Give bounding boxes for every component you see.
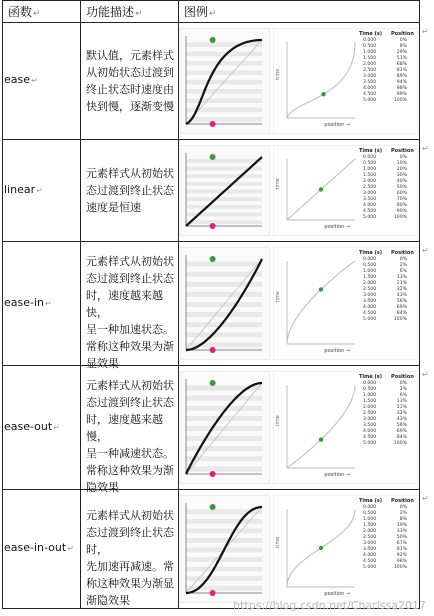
description-line: 态过渡到终止状态 — [86, 271, 174, 285]
col-position-header: Position — [391, 148, 414, 154]
position-value: 50% — [396, 535, 407, 540]
position-value: 51% — [396, 56, 407, 61]
function-name-text: ease-in-out — [4, 541, 67, 554]
time-value: 3.000 — [363, 74, 377, 79]
description-line: 态过渡到终止状态时， — [86, 525, 174, 556]
description-line: 呈一种加速状态。 — [86, 322, 174, 336]
position-value: 90% — [396, 209, 407, 214]
time-value: 0.000 — [363, 257, 377, 262]
time-value: 1.000 — [363, 393, 377, 398]
function-name — [4, 420, 76, 433]
col-time-header: Time (s) — [359, 498, 383, 504]
time-value: 4.000 — [363, 86, 377, 91]
grid-stripe — [186, 98, 262, 103]
table-border-top — [2, 0, 420, 1]
position-value: 89% — [396, 74, 407, 79]
time-value: 1.500 — [363, 173, 377, 178]
position-value: 13% — [396, 399, 407, 404]
col-time-header: Time (s) — [359, 374, 383, 380]
description-line: 终止状态时速度由 — [86, 83, 174, 96]
time-value: 4.500 — [363, 559, 377, 564]
position-value: 20% — [396, 167, 407, 172]
bezier-curve-panel — [180, 145, 270, 236]
time-value: 1.000 — [363, 50, 377, 55]
row-divider — [2, 241, 420, 242]
time-value: 3.500 — [363, 197, 377, 202]
time-value: 3.000 — [363, 191, 377, 196]
position-value: 6% — [399, 269, 407, 274]
position-value: 10% — [396, 161, 407, 166]
position-value: 33% — [396, 529, 407, 534]
time-value: 3.000 — [363, 293, 377, 298]
time-position-graph — [273, 145, 418, 236]
grid-stripe — [186, 70, 262, 75]
position-value: 56% — [396, 299, 407, 304]
time-value: 2.000 — [363, 405, 377, 410]
time-value: 3.500 — [363, 423, 377, 428]
time-value: 1.000 — [363, 269, 377, 274]
position-value: 69% — [396, 429, 407, 434]
grid-stripe — [186, 416, 262, 421]
time-value: 4.000 — [363, 429, 377, 434]
time-value: 3.500 — [363, 547, 377, 552]
col-time-header: Time (s) — [359, 148, 383, 154]
control-point-start — [210, 590, 216, 596]
row-end-mark: ↵ — [422, 246, 429, 255]
function-name — [4, 541, 76, 554]
position-value: 100% — [393, 317, 407, 322]
position-value: 0% — [399, 381, 407, 386]
current-position-dot — [319, 546, 323, 550]
time-value: 2.000 — [363, 529, 377, 534]
time-value: 4.000 — [363, 305, 377, 310]
time-value: 5.000 — [363, 441, 377, 446]
time-position-graph — [273, 371, 418, 484]
grid-stripe — [186, 220, 262, 224]
position-value: 84% — [396, 311, 407, 316]
table-header-line — [2, 22, 420, 23]
description-line: 先加速再减速。常 — [86, 559, 174, 573]
time-value: 5.000 — [363, 565, 377, 570]
axis-time-label: time — [275, 178, 281, 190]
grid-stripe — [186, 436, 262, 441]
function-name-text: ease-out — [4, 419, 53, 433]
time-value: 2.500 — [363, 68, 377, 73]
description-line: 渐隐效果 — [86, 593, 130, 607]
bezier-curve-panel — [180, 28, 270, 134]
grid-stripe — [186, 182, 262, 186]
position-value: 21% — [396, 281, 407, 286]
grid-stripe — [186, 262, 262, 267]
return-mark: ↵ — [31, 76, 38, 85]
col-time-header: Time (s) — [359, 31, 383, 37]
time-value: 0.500 — [363, 387, 377, 392]
position-value: 69% — [396, 305, 407, 310]
time-value: 1.500 — [363, 523, 377, 528]
time-value: 2.500 — [363, 411, 377, 416]
current-position-dot — [321, 92, 325, 96]
table-border-right — [419, 0, 420, 609]
header-description: 功能描述↵ — [86, 5, 143, 19]
time-value: 0.500 — [363, 161, 377, 166]
description-line: 常称这种效果为渐 — [86, 339, 174, 353]
description-line: 呈一种减速状态。 — [86, 446, 174, 460]
time-value: 5.000 — [363, 215, 377, 220]
row-end-mark: ↵ — [422, 144, 429, 153]
grid-stripe — [186, 567, 262, 572]
control-point-start — [210, 223, 216, 229]
control-point-end — [210, 154, 216, 160]
position-value: 60% — [396, 191, 407, 196]
time-value: 4.500 — [363, 311, 377, 316]
current-position-dot — [319, 437, 323, 441]
header-illustration: 图例↵ — [184, 5, 217, 19]
position-value: 81% — [396, 68, 407, 73]
grid-stripe — [186, 174, 262, 178]
function-description — [86, 507, 174, 609]
position-value: 100% — [393, 565, 407, 570]
function-name-text: ease — [4, 73, 31, 86]
time-value: 0.500 — [363, 511, 377, 516]
time-value: 3.500 — [363, 299, 377, 304]
time-value: 1.000 — [363, 167, 377, 172]
position-value: 50% — [396, 185, 407, 190]
position-value: 81% — [396, 547, 407, 552]
time-position-graph — [273, 247, 418, 360]
watermark: https://blog.csdn.net/Charissa2017 — [233, 599, 426, 612]
col-position-header: Position — [391, 31, 414, 37]
position-value: 32% — [396, 287, 407, 292]
position-value: 80% — [396, 203, 407, 208]
position-value: 32% — [396, 411, 407, 416]
control-point-start — [210, 121, 216, 127]
position-value: 98% — [396, 86, 407, 91]
grid-stripe — [186, 61, 262, 66]
axis-position-label: position → — [324, 591, 350, 597]
position-value: 92% — [396, 553, 407, 558]
function-name — [4, 73, 76, 86]
axis-position-label: position → — [324, 348, 350, 354]
current-position-dot — [319, 287, 323, 291]
position-value: 8% — [399, 44, 407, 49]
description-line: 速度是恒速 — [86, 201, 141, 214]
description-line: 时，速度越来越慢， — [86, 412, 163, 443]
grid-stripe — [186, 538, 262, 543]
row-divider — [2, 365, 420, 366]
bezier-curve-panel — [180, 495, 270, 603]
position-value: 68% — [396, 62, 407, 67]
time-value: 1.500 — [363, 56, 377, 61]
time-value: 4.000 — [363, 553, 377, 558]
description-line: 常称这种效果为渐 — [86, 463, 174, 477]
row-divider — [2, 139, 420, 140]
description-line: 态过渡到终止状态 — [86, 395, 174, 409]
position-value: 100% — [393, 98, 407, 103]
position-value: 19% — [396, 523, 407, 528]
function-name — [4, 296, 76, 309]
description-line: 显效果 — [86, 356, 119, 370]
time-value: 0.000 — [363, 381, 377, 386]
function-description — [86, 253, 174, 372]
col-divider — [178, 0, 179, 609]
col-divider — [80, 0, 81, 609]
grid-stripe — [186, 292, 262, 297]
axis-position-label: position → — [324, 224, 350, 230]
control-point-end — [210, 256, 216, 262]
row-end-mark: ↵ — [422, 370, 429, 379]
position-value: 2% — [399, 263, 407, 268]
time-value: 5.000 — [363, 317, 377, 322]
time-value: 3.000 — [363, 417, 377, 422]
position-value: 29% — [396, 50, 407, 55]
function-name — [4, 183, 76, 196]
position-value: 98% — [396, 559, 407, 564]
grid-stripe — [186, 89, 262, 94]
time-value: 0.000 — [363, 505, 377, 510]
position-value: 100% — [393, 441, 407, 446]
time-value: 0.500 — [363, 263, 377, 268]
row-end-mark: ↵ — [422, 494, 429, 503]
time-value: 4.500 — [363, 92, 377, 97]
time-value: 4.000 — [363, 203, 377, 208]
description-line: 时，速度越来越快， — [86, 288, 163, 319]
easing-illustration — [180, 495, 418, 603]
axis-position-label: position → — [324, 122, 350, 128]
time-value: 0.000 — [363, 38, 377, 43]
description-line: 元素样式从初始状 — [86, 167, 174, 180]
row-divider — [2, 489, 420, 490]
axis-time-label: time — [275, 415, 281, 427]
axis-time-label: time — [275, 68, 281, 80]
return-mark: ↵ — [53, 422, 60, 432]
position-value: 43% — [396, 417, 407, 422]
axis-time-label: time — [275, 536, 281, 548]
function-name-text: linear — [4, 182, 36, 196]
position-value: 43% — [396, 293, 407, 298]
table-border-left — [2, 0, 3, 609]
easing-illustration — [180, 28, 418, 134]
description-line: 元素样式从初始状 — [86, 378, 174, 392]
time-position-graph — [273, 495, 418, 603]
easing-illustration — [180, 371, 418, 484]
position-value: 0% — [399, 155, 407, 160]
bezier-curve-panel — [180, 247, 270, 360]
time-value: 3.500 — [363, 80, 377, 85]
grid-stripe — [186, 312, 262, 317]
control-point-start — [210, 471, 216, 477]
time-value: 4.500 — [363, 209, 377, 214]
grid-stripe — [186, 529, 262, 534]
time-value: 2.500 — [363, 287, 377, 292]
grid-stripe — [186, 197, 262, 201]
control-point-end — [210, 504, 216, 510]
time-value: 2.500 — [363, 535, 377, 540]
function-description — [86, 47, 174, 115]
current-position-dot — [319, 187, 323, 191]
position-value: 2% — [399, 387, 407, 392]
col-position-header: Position — [391, 374, 414, 380]
easing-illustration — [180, 145, 418, 236]
position-value: 99% — [396, 92, 407, 97]
function-description — [86, 377, 174, 496]
time-value: 2.000 — [363, 281, 377, 286]
description-line: 元素样式从初始状 — [86, 254, 174, 268]
position-value: 100% — [393, 215, 407, 220]
axis-time-label: time — [275, 291, 281, 303]
position-value: 0% — [399, 257, 407, 262]
row-end-mark: ↵ — [422, 27, 429, 36]
description-line: 从初始状态过渡到 — [86, 66, 174, 79]
position-value: 70% — [396, 197, 407, 202]
time-position-graph — [273, 28, 418, 134]
time-value: 1.000 — [363, 517, 377, 522]
position-value: 30% — [396, 173, 407, 178]
position-value: 13% — [396, 275, 407, 280]
time-value: 1.500 — [363, 275, 377, 280]
header-function: 函数↵ — [8, 5, 41, 19]
time-value: 2.500 — [363, 185, 377, 190]
description-line: 称这种效果为渐显 — [86, 576, 174, 590]
control-point-end — [210, 380, 216, 386]
position-value: 40% — [396, 179, 407, 184]
position-value: 6% — [399, 393, 407, 398]
return-mark: ↵ — [67, 544, 74, 553]
description-line: 默认值，元素样式 — [86, 49, 174, 62]
bezier-curve-panel — [180, 371, 270, 484]
position-value: 2% — [399, 511, 407, 516]
description-line: 元素样式从初始状 — [86, 508, 174, 522]
time-value: 5.000 — [363, 98, 377, 103]
description-line: 快到慢，逐渐变慢 — [86, 100, 174, 113]
time-value: 0.000 — [363, 155, 377, 160]
return-mark: ↵ — [36, 185, 43, 195]
grid-stripe — [186, 205, 262, 209]
grid-stripe — [186, 557, 262, 562]
position-value: 21% — [396, 405, 407, 410]
grid-stripe — [186, 466, 262, 471]
description-line: 隐效果 — [86, 480, 119, 494]
position-value: 0% — [399, 505, 407, 510]
easing-illustration — [180, 247, 418, 360]
axis-position-label: position → — [324, 472, 350, 478]
time-value: 3.000 — [363, 541, 377, 546]
grid-stripe — [186, 117, 262, 122]
control-point-start — [210, 347, 216, 353]
time-value: 2.000 — [363, 62, 377, 67]
position-value: 56% — [396, 423, 407, 428]
function-description — [86, 165, 174, 216]
position-value: 67% — [396, 541, 407, 546]
position-value: 0% — [399, 38, 407, 43]
position-value: 8% — [399, 517, 407, 522]
time-value: 2.000 — [363, 179, 377, 184]
grid-stripe — [186, 159, 262, 163]
description-line: 态过渡到终止状态 — [86, 184, 174, 197]
col-time-header: Time (s) — [359, 250, 383, 256]
col-position-header: Position — [391, 250, 414, 256]
position-value: 94% — [396, 80, 407, 85]
function-name-text: ease-in — [4, 295, 45, 309]
time-value: 4.500 — [363, 435, 377, 440]
position-value: 84% — [396, 435, 407, 440]
grid-stripe — [186, 42, 262, 47]
time-value: 0.500 — [363, 44, 377, 49]
col-position-header: Position — [391, 498, 414, 504]
time-value: 1.500 — [363, 399, 377, 404]
return-mark: ↵ — [45, 298, 52, 308]
control-point-end — [210, 37, 216, 43]
